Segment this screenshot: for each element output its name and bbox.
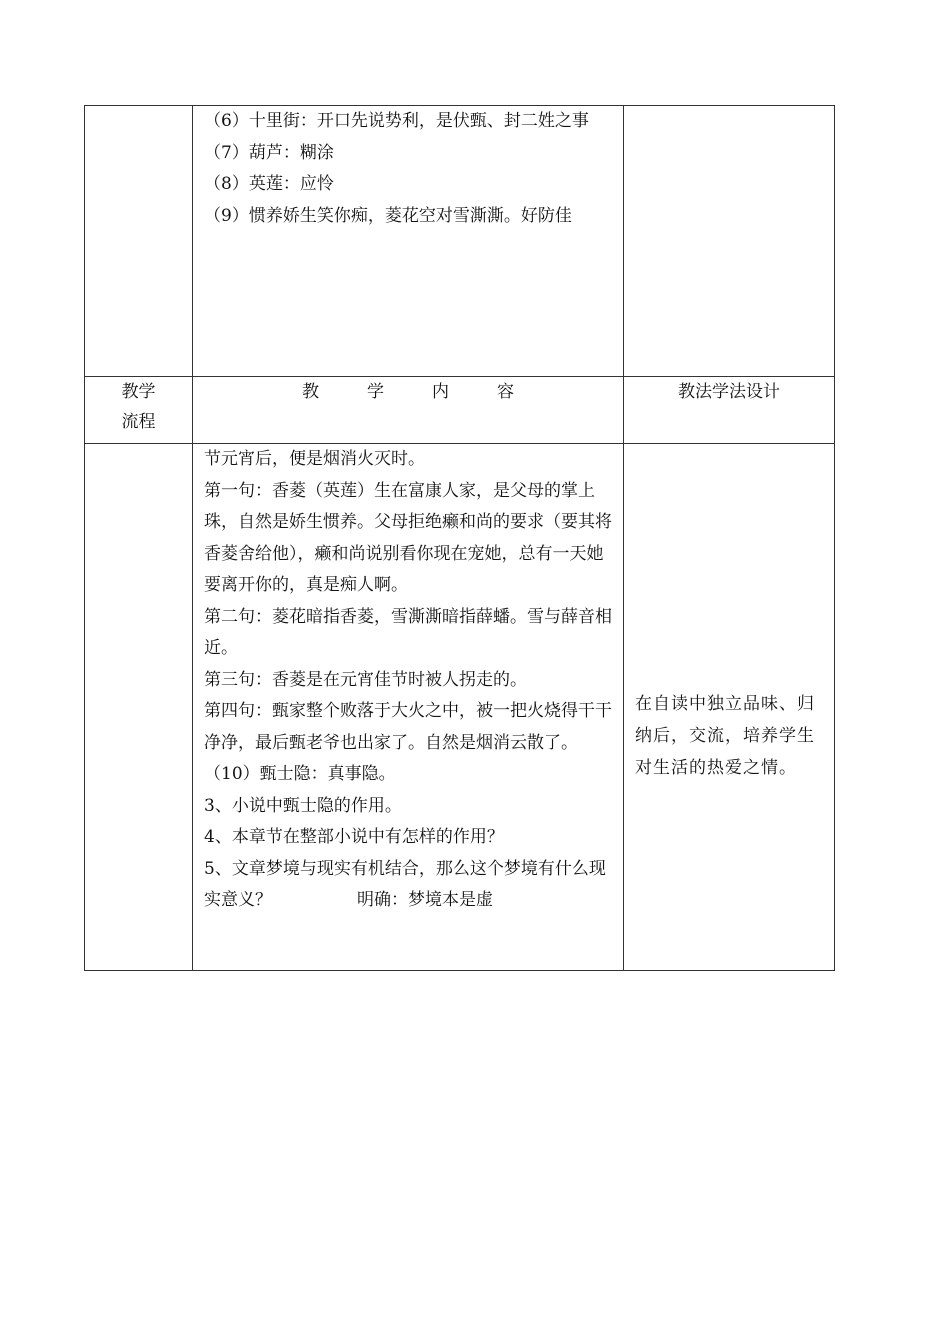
- header-flow-line: 教学: [121, 382, 156, 402]
- content-line: （6）十里街：开口先说势利，是伏甄、封二姓之事: [204, 111, 589, 131]
- header-method-design: 教法学法设计: [624, 377, 835, 444]
- header-flow-line: 流程: [121, 412, 156, 432]
- content-line: 5、文章梦境与现实有机结合，那么这个梦境有什么现实意义？ 明确：梦境本是虚: [204, 858, 606, 910]
- content-cell-body: [193, 444, 624, 971]
- content-line: 第三句：香菱是在元宵佳节时被人拐走的。: [204, 669, 527, 690]
- header-content-char: 容: [497, 382, 514, 402]
- flow-cell-top: [85, 106, 193, 377]
- content-line: 节元宵后，便是烟消火灭时。: [204, 449, 425, 469]
- content-line: 3、小说中甄士隐的作用。: [204, 795, 402, 816]
- content-line: （10）甄士隐：真事隐。: [204, 764, 396, 784]
- content-line: 第四句：甄家整个败落于大火之中，被一把火烧得干干净净，最后甄老爷也出家了。自然是烟消云散了。: [204, 701, 612, 753]
- content-line: （8）英莲：应怜: [204, 174, 334, 194]
- header-row: [85, 377, 835, 444]
- table-row: [85, 444, 835, 971]
- method-cell-body: [624, 444, 835, 971]
- table-row: [85, 106, 835, 377]
- header-content-char: 学: [367, 382, 384, 402]
- flow-cell-body: [85, 444, 193, 971]
- header-content-char: 内: [432, 382, 449, 402]
- header-content-char: 教: [302, 382, 319, 402]
- content-line: （9）惯养娇生笑你痴，菱花空对雪澌澌。好防佳: [204, 205, 572, 226]
- content-line: 第二句：菱花暗指香菱，雪澌澌暗指薛蟠。雪与薛音相近。: [204, 606, 612, 658]
- header-teaching-flow: [85, 377, 193, 444]
- lesson-plan-table: [84, 105, 835, 971]
- content-line: 4、本章节在整部小说中有怎样的作用？: [204, 827, 504, 847]
- method-cell-top: [624, 106, 835, 377]
- content-cell-top: [193, 106, 624, 377]
- method-text: 在自读中独立品味、归纳后，交流，培养学生对生活的热爱之情。: [635, 694, 815, 778]
- header-teaching-content: [193, 377, 624, 444]
- content-line: （7）葫芦：糊涂: [204, 142, 334, 163]
- content-line: 第一句：香菱（英莲）生在富康人家，是父母的掌上珠，自然是娇生惯养。父母拒绝癞和尚的要求（要其将香菱舍给他），癞和尚说别看你现在宠她，总有一天她要离开你的，真是痴人啊。: [204, 480, 612, 595]
